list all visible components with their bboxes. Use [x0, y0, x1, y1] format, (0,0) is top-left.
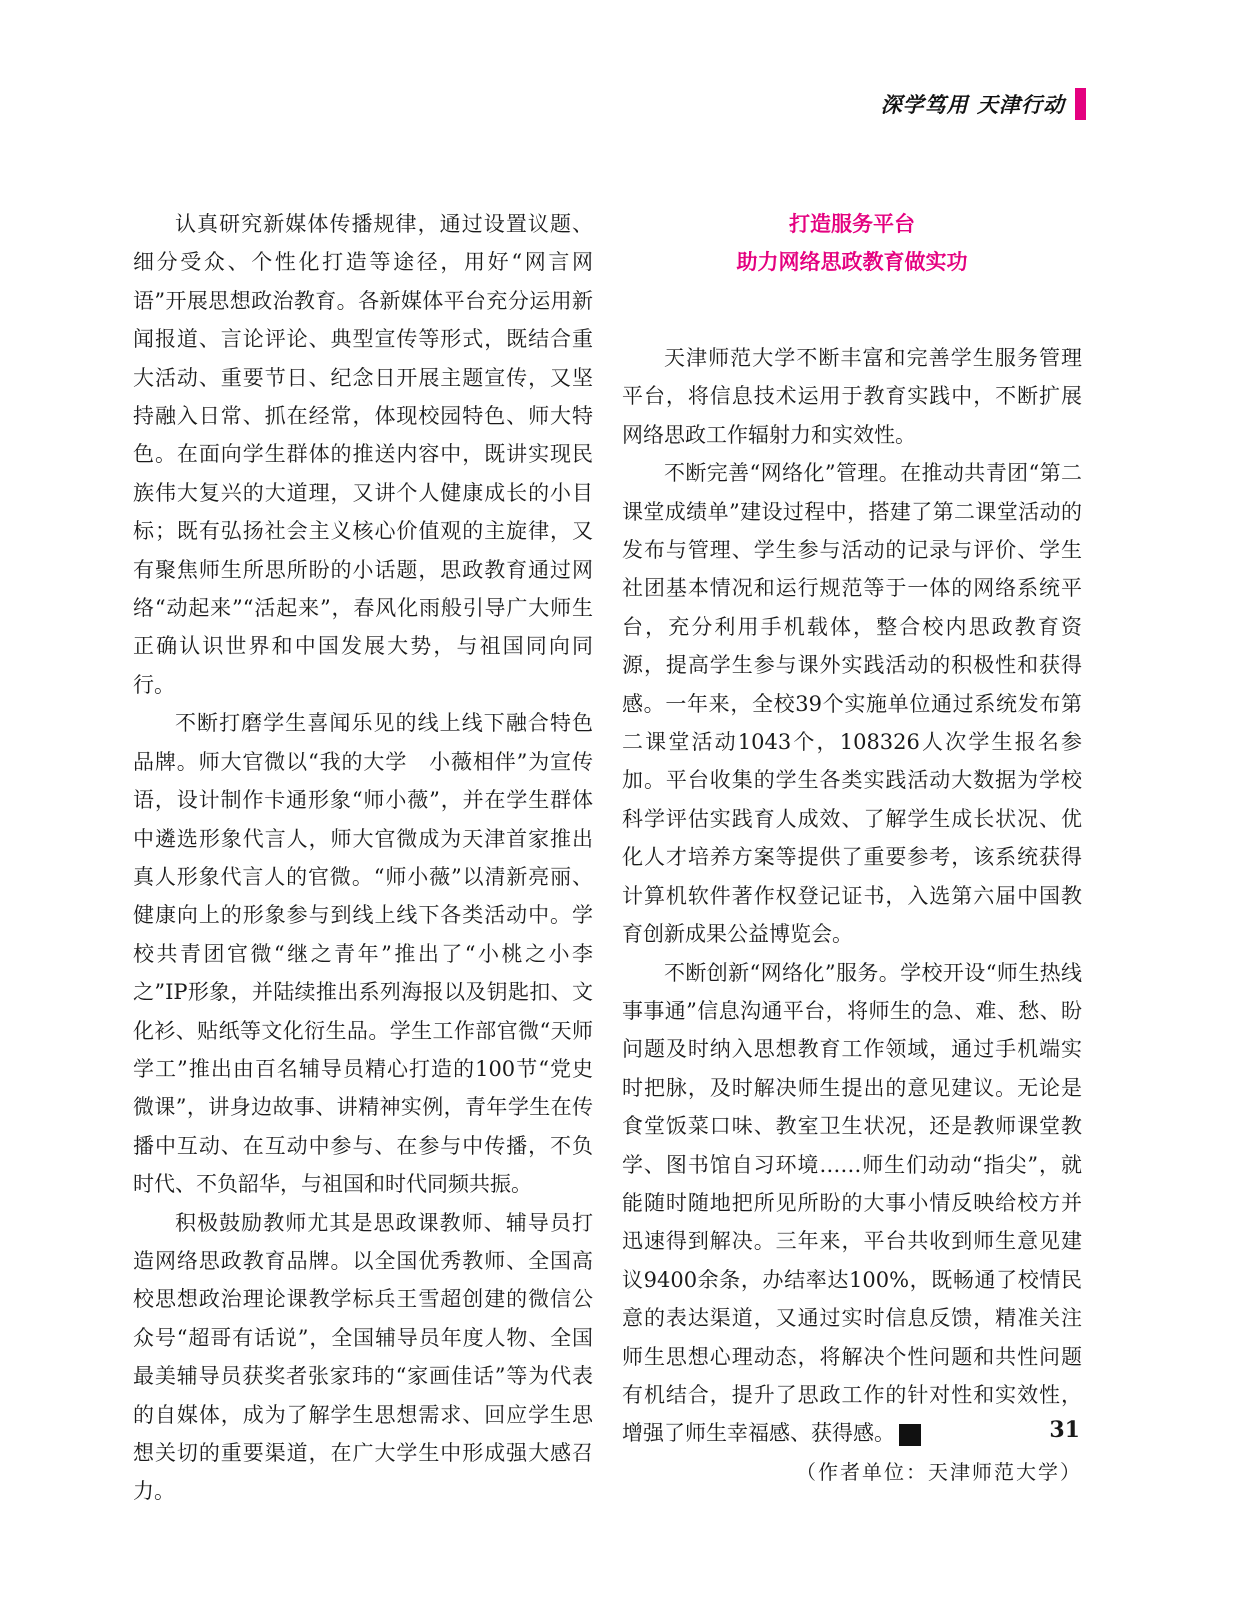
- end-mark-icon: 政: [899, 1424, 921, 1446]
- paragraph: 积极鼓励教师尤其是思政课教师、辅导员打造网络思政教育品牌。以全国优秀教师、全国高校思想政治理论课教学标兵王雪超创建的微信公众号“超哥有话说”，全国辅导员年度人物、全国最美辅导员获奖者张家玮的“家画佳话”等为代表的自媒体，成为了解学生思想需求、回应学生思想关切的重要渠道，在广大学生中形成强大感召力。: [133, 1210, 593, 1504]
- paragraph: 不断完善“网络化”管理。在推动共青团“第二课堂成绩单”建设过程中，搭建了第二课堂活动的发布与管理、学生参与活动的记录与评价、学生社团基本情况和运行规范等于一体的网络系统平台，充分利用手机载体，整合校内思政教育资源，提高学生参与课外实践活动的积极性和获得感。一年来，全校39个实施单位通过系统发布第二课堂活动1043个，108326人次学生报名参加。平台收集的学生各类实践活动大数据为学校科学评估实践育人成效、了解学生成长状况、优化人才培养方案等提供了重要参考，该系统获得计算机软件著作权登记证书，入选第六届中国教育创新成果公益博览会。: [622, 461, 1082, 947]
- paragraph-last: [622, 954, 1082, 1453]
- right-column: [622, 205, 1082, 1491]
- paragraph: 认真研究新媒体传播规律，通过设置议题、细分受众、个性化打造等途径，用好“网言网语”开展思想政治教育。各新媒体平台充分运用新闻报道、言论评论、典型宣传等形式，既结合重大活动、重要节日、纪念日开展主题宣传，又坚持融入日常、抓在经常，体现校园特色、师大特色。在面向学生群体的推送内容中，既讲实现民族伟大复兴的大道理，又讲个人健康成长的小目标；既有弘扬社会主义核心价值观的主旋律，又有聚焦师生所思所盼的小话题，思政教育通过网络“动起来”“活起来”，春风化雨般引导广大师生正确认识世界和中国发展大势，与祖国同向同行。: [133, 212, 593, 697]
- page-number: 31: [1049, 1417, 1080, 1443]
- section-title-line1: 打造服务平台: [789, 212, 915, 236]
- header-title: 深学笃用 天津行动: [880, 93, 1065, 117]
- header-accent-bar: [1075, 88, 1086, 120]
- section-title-line2: 助力网络思政教育做实功: [736, 250, 968, 274]
- page-header: [881, 88, 1086, 120]
- author-affiliation: （作者单位：天津师范大学）: [796, 1459, 1082, 1484]
- paragraph-text: 不断创新“网络化”服务。学校开设“师生热线事事通”信息沟通平台，将师生的急、难、愁、盼问题及时纳入思想教育工作领域，通过手机端实时把脉，及时解决师生提出的意见建议。无论是食堂饭菜口味、教室卫生状况，还是教师课堂教学、图书馆自习环境……师生们动动“指尖”，就能随时随地把所见所盼的大事小情反映给校方并迅速得到解决。三年来，平台共收到师生意见建议9400余条，办结率达100%，既畅通了校情民意的表达渠道，又通过实时信息反馈，精准关注师生思想心理动态，将解决个性问题和共性问题有机结合，提升了思政工作的针对性和实效性，增强了师生幸福感、获得感。: [622, 960, 1082, 1446]
- paragraph: 不断打磨学生喜闻乐见的线上线下融合特色品牌。师大官微以“我的大学 小薇相伴”为宣传语，设计制作卡通形象“师小薇”，并在学生群体中遴选形象代言人，师大官微成为天津首家推出真人形象代言人的官微。“师小薇”以清新亮丽、健康向上的形象参与到线上线下各类活动中。学校共青团官微“继之青年”推出了“小桃之小李之”IP形象，并陆续推出系列海报以及钥匙扣、文化衫、贴纸等文化衍生品。学生工作部官微“天师学工”推出由百名辅导员精心打造的100节“党史微课”，讲身边故事、讲精神实例，青年学生在传播中互动、在互动中参与、在参与中传播，不负时代、不负韶华，与祖国和时代同频共振。: [133, 711, 593, 1197]
- title-spacer: [622, 281, 1082, 339]
- left-column: [133, 205, 593, 1511]
- paragraph: 天津师范大学不断丰富和完善学生服务管理平台，将信息技术运用于教育实践中，不断扩展网络思政工作辐射力和实效性。: [622, 346, 1082, 447]
